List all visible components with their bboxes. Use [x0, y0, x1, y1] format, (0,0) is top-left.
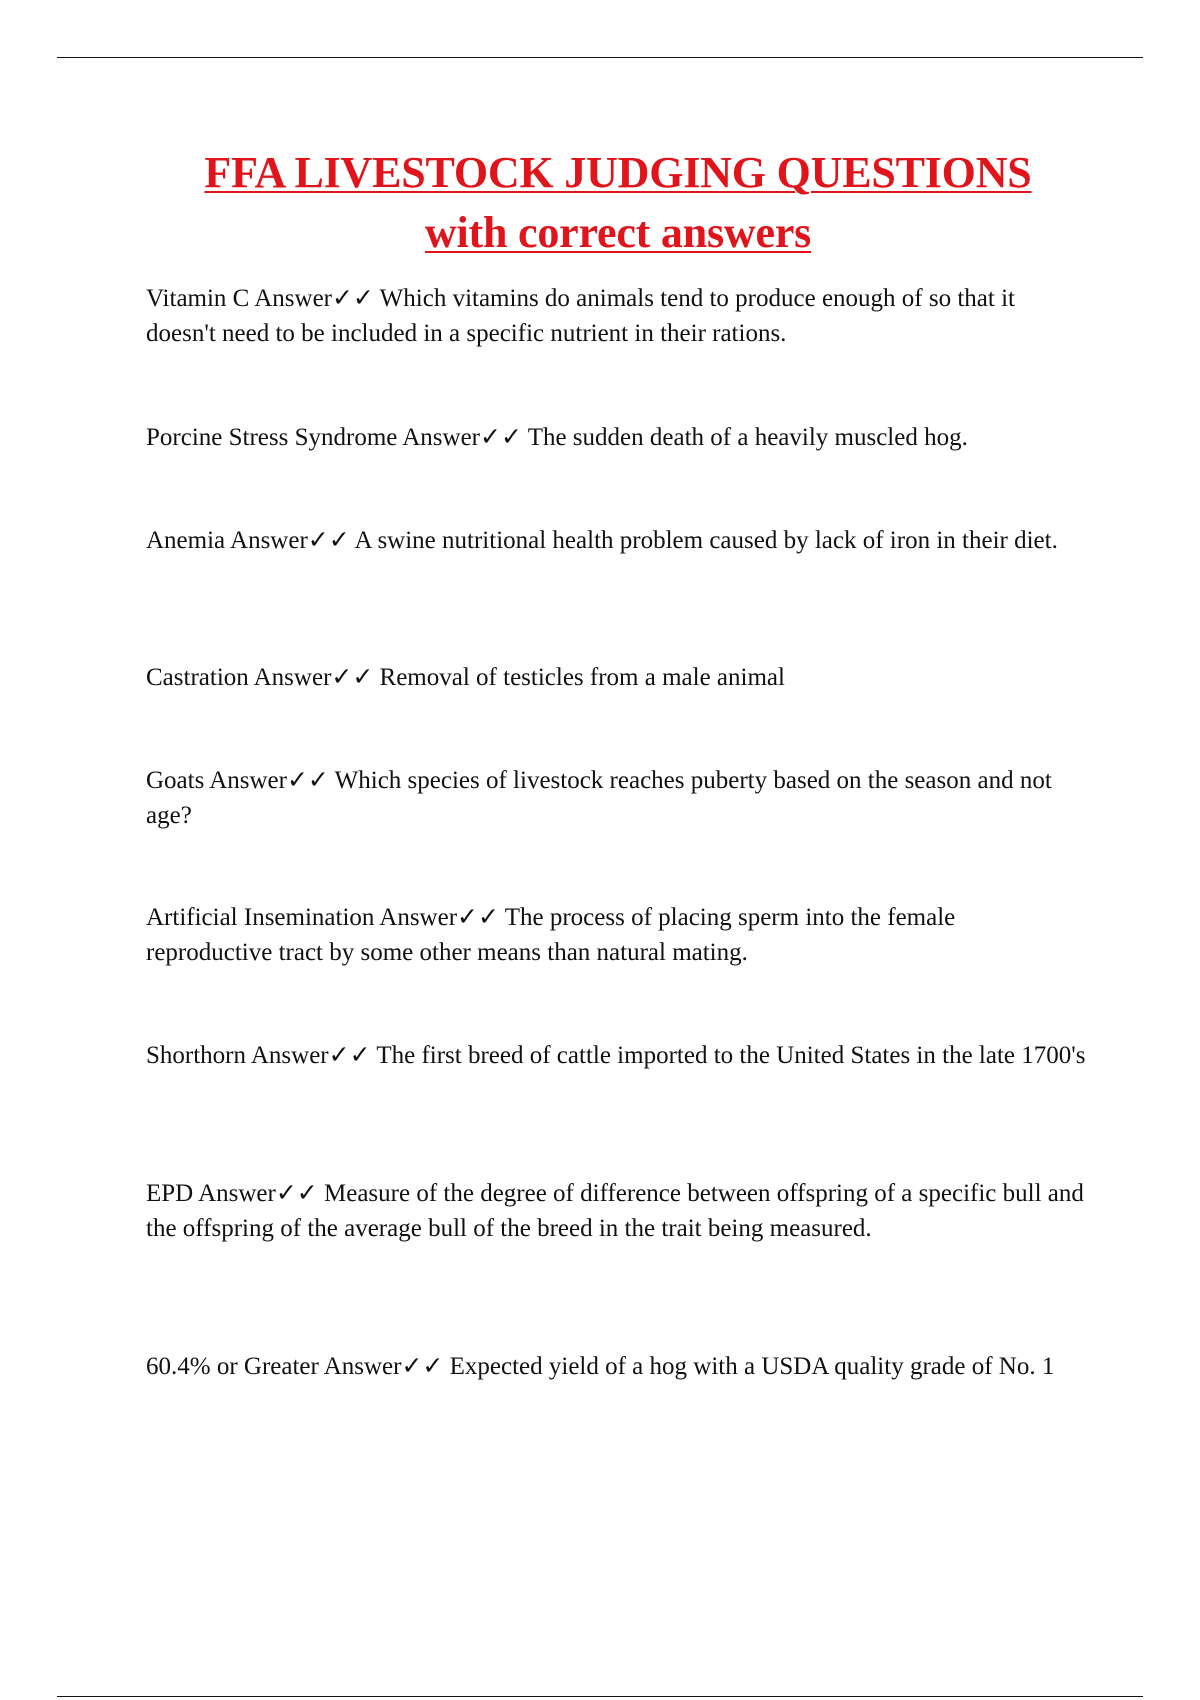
qa-item-shorthorn: Shorthorn Answer✓✓ The first breed of cattle imported to the United States in the late 1700's	[146, 1042, 1086, 1069]
qa-item-anemia: Anemia Answer✓✓ A swine nutritional health problem caused by lack of iron in their diet.	[146, 527, 1058, 554]
qa-item-epd: EPD Answer✓✓ Measure of the degree of difference between offspring of a specific bull and the offspring of the average bull of the breed in the trait being measured.	[146, 1180, 1084, 1242]
title-line-1: FFA LIVESTOCK JUDGING QUESTIONS	[204, 148, 1032, 197]
qa-item-vitamin-c: Vitamin C Answer✓✓ Which vitamins do animals tend to produce enough of so that it doesn't need to be included in a specific nutrient in their rations.	[146, 285, 1015, 347]
document-title	[0, 146, 1200, 260]
top-rule	[57, 57, 1143, 58]
qa-item-castration: Castration Answer✓✓ Removal of testicles from a male animal	[146, 664, 785, 691]
qa-item-hog-yield: 60.4% or Greater Answer✓✓ Expected yield of a hog with a USDA quality grade of No. 1	[146, 1353, 1055, 1380]
qa-item-porcine-stress-syndrome: Porcine Stress Syndrome Answer✓✓ The sudden death of a heavily muscled hog.	[146, 424, 968, 451]
qa-item-artificial-insemination: Artificial Insemination Answer✓✓ The process of placing sperm into the female reproductive tract by some other means than natural mating.	[146, 904, 956, 966]
title-line-2: with correct answers	[424, 208, 812, 257]
qa-item-goats: Goats Answer✓✓ Which species of livestock reaches puberty based on the season and not age?	[146, 767, 1052, 829]
bottom-rule	[57, 1696, 1143, 1697]
